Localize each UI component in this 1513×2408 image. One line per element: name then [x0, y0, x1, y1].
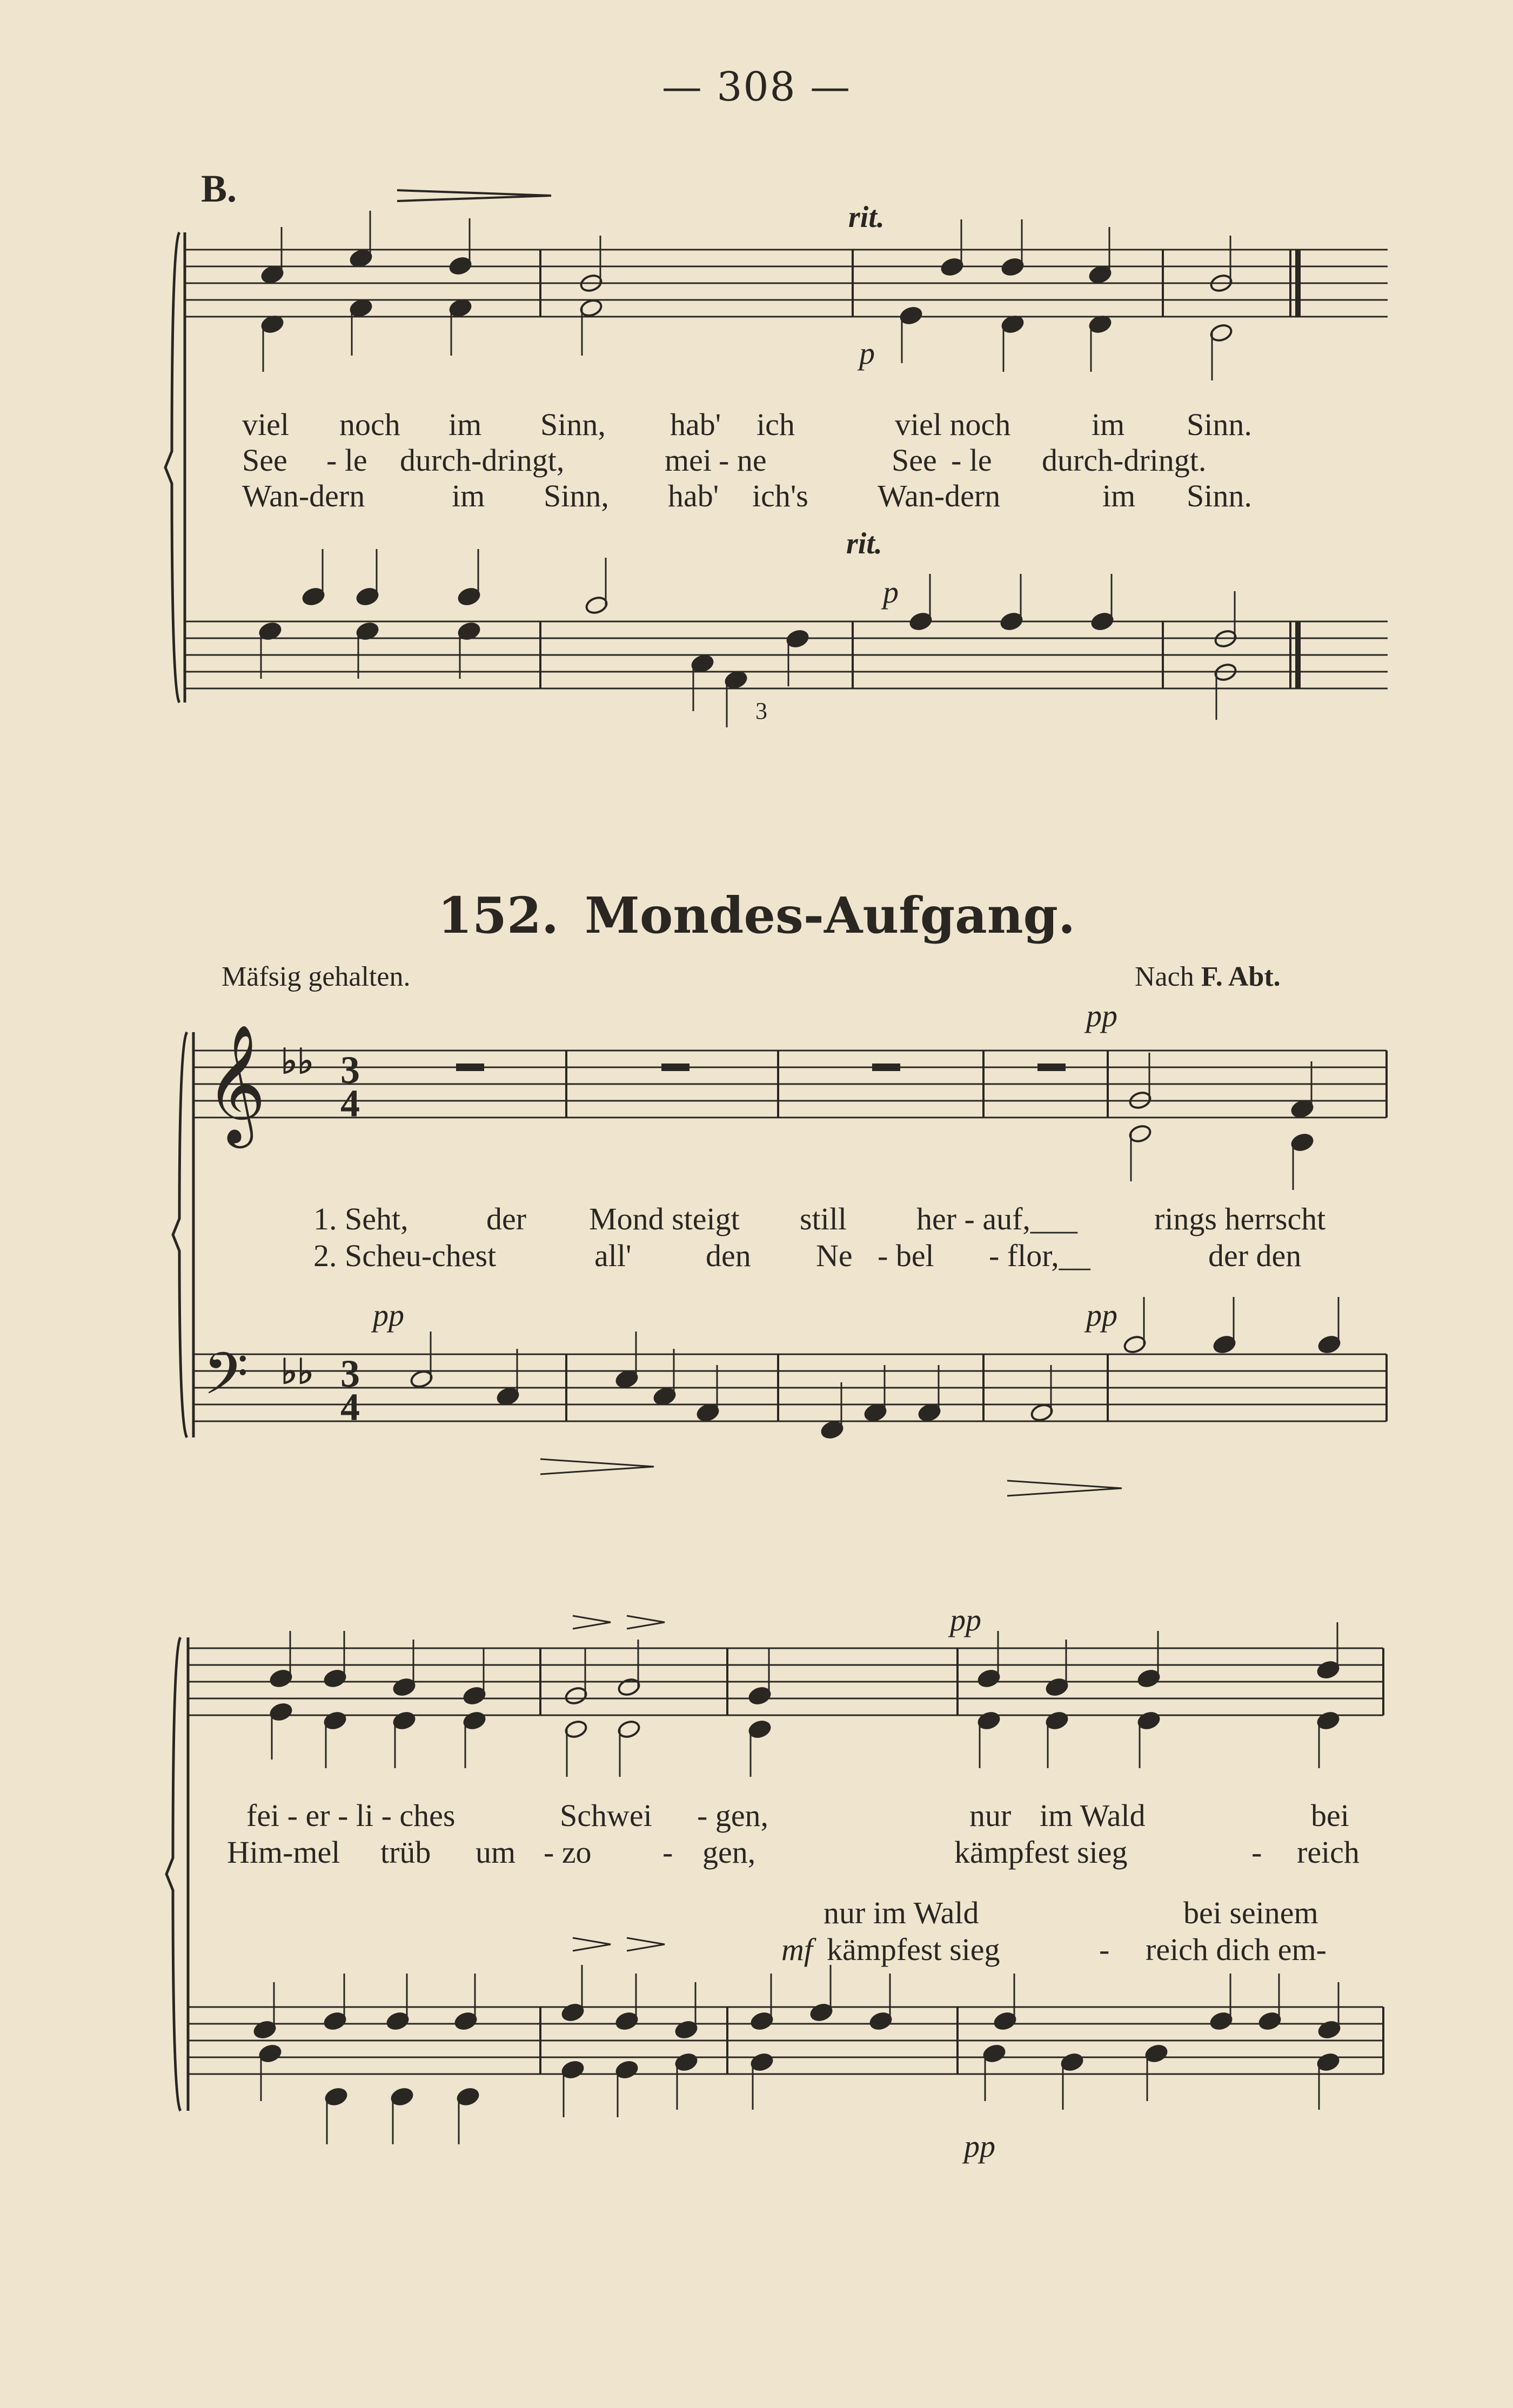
lyric-c3-6: Wan-dern — [878, 478, 1001, 513]
treble-clef: 𝄞 — [205, 1024, 266, 1143]
lyric-v2-4: Ne — [816, 1238, 853, 1273]
lyric-c2-6: See — [892, 443, 937, 478]
lyric-c1-9: Sinn. — [1187, 407, 1252, 442]
lyric-c1-3: im — [448, 407, 482, 442]
brace-system-1 — [173, 1032, 187, 1437]
lyric-s2-lower-v2-3: reich dich em- — [1146, 1932, 1327, 1967]
lyric-s2-v2-2: trüb — [380, 1835, 431, 1870]
lyric-v1-2: der — [486, 1201, 527, 1236]
lyric-v1-3: Mond steigt — [589, 1201, 740, 1236]
lyric-c1-4: Sinn, — [540, 407, 606, 442]
lyric-c1-2: noch — [339, 407, 400, 442]
brace-continuation — [165, 232, 179, 703]
dynamic-mf-s2-lower: mf — [781, 1932, 813, 1967]
hairpin-s1-lower-a — [540, 1459, 654, 1474]
tempo-marking: Mäfsig gehalten. — [222, 961, 411, 992]
lyric-s2-lower-v2-1: kämpfest sieg — [827, 1932, 1000, 1967]
triplet-mark: 3 — [755, 698, 767, 724]
lyric-s2-lower-v1-2: bei seinem — [1183, 1895, 1318, 1930]
dynamic-pp-s2-lower: pp — [964, 2129, 995, 2164]
lyric-s2-v2-7: kämpfest sieg — [954, 1835, 1128, 1870]
lyric-v2-1: 2. Scheu-chest — [313, 1238, 497, 1273]
brace-system-2 — [166, 1637, 180, 2111]
lyric-c2-1: See — [242, 443, 287, 478]
lyric-v1-1: 1. Seht, — [313, 1201, 409, 1236]
lyric-c1-5: hab' — [670, 407, 721, 442]
dynamic-p-lower: p — [883, 574, 899, 610]
hairpin-s2-upper — [573, 1616, 665, 1629]
lyric-s2-v1-6: bei — [1311, 1798, 1349, 1833]
hairpin-s1-lower-b — [1007, 1481, 1122, 1496]
lyric-c3-4: hab' — [668, 478, 719, 513]
ritardando-lower: rit. — [846, 527, 882, 560]
lyric-c1-6: ich — [756, 407, 795, 442]
song-number: 152. — [437, 886, 559, 945]
dynamic-p-upper: p — [859, 336, 875, 371]
lyric-c2-3: durch-dringt, — [400, 443, 565, 478]
lyric-v2-7: der den — [1208, 1238, 1302, 1273]
dynamic-pp-s2-upper: pp — [950, 1602, 981, 1637]
lyric-s2-v2-1: Him-mel — [227, 1835, 340, 1870]
lyric-c3-2: im — [452, 478, 485, 513]
lyric-c3-5: ich's — [752, 478, 808, 513]
lyric-v1-6: rings herrscht — [1154, 1201, 1326, 1236]
lyric-c2-2: - le — [326, 443, 367, 478]
lyric-c1-7: viel noch — [895, 407, 1011, 442]
lyric-c3-3: Sinn, — [544, 478, 609, 513]
lyric-s2-v2-4: - zo — [544, 1835, 592, 1870]
decrescendo-hairpin-c — [397, 190, 551, 201]
lyric-s2-lower-v1-1: nur im Wald — [824, 1895, 979, 1930]
lyric-c2-5: - ne — [719, 443, 767, 478]
whole-rest-s1-1 — [661, 1063, 689, 1071]
section-label: B. — [201, 167, 237, 210]
composer-prefix: Nach — [1135, 961, 1194, 992]
lyric-c3-8: Sinn. — [1187, 478, 1252, 513]
lyric-c2-7: - le — [951, 443, 992, 478]
composer-credit — [1135, 961, 1281, 993]
lyric-v2-6: - flor,__ — [989, 1238, 1090, 1273]
lyric-s2-v2-5: - — [662, 1835, 673, 1870]
bass-clef: 𝄢 — [203, 1340, 249, 1422]
lyric-s2-v2-3: um — [476, 1835, 516, 1870]
time-sig-lower-den: 4 — [340, 1386, 360, 1429]
lyric-v1-4: still — [800, 1201, 847, 1236]
dynamic-pp-s1-upper: pp — [1086, 998, 1117, 1033]
dynamic-pp-s1-lower: pp — [373, 1297, 404, 1333]
lyric-c2-8: durch-dringt. — [1042, 443, 1207, 478]
lyric-v2-5: - bel — [878, 1238, 934, 1273]
composer-name: F. Abt. — [1201, 961, 1281, 992]
lyric-s2-v2-6: gen, — [702, 1835, 756, 1870]
lyric-s2-v1-2: Schwei — [560, 1798, 652, 1833]
whole-rest-s1-2 — [872, 1063, 900, 1071]
dynamic-pp-s1-lower-2: pp — [1086, 1297, 1117, 1333]
lower-flats: ♭♭ — [281, 1353, 314, 1391]
hairpin-s2-lower — [573, 1938, 665, 1951]
lyric-c1-8: im — [1092, 407, 1125, 442]
lyric-c3-1: Wan-dern — [242, 478, 365, 513]
ritardando-upper: rit. — [848, 200, 885, 234]
lyric-c1-1: viel — [242, 407, 289, 442]
upper-flats: ♭♭ — [281, 1042, 314, 1081]
lyric-v2-2: all' — [594, 1238, 632, 1273]
lyric-s2-v2-9: reich — [1297, 1835, 1360, 1870]
time-sig-upper-num: 3 — [340, 1048, 360, 1092]
song-title — [0, 886, 1513, 945]
lyric-s2-v1-5: im Wald — [1040, 1798, 1146, 1833]
whole-rest-s1-3 — [1037, 1063, 1066, 1071]
lyric-v2-3: den — [706, 1238, 751, 1273]
lyric-c2-4: mei — [665, 443, 712, 478]
lyric-s2-v1-3: - gen, — [697, 1798, 769, 1833]
page-number: — 308 — — [661, 64, 852, 110]
lyric-s2-v1-1: fei - er - li - ches — [246, 1798, 456, 1833]
whole-rest-s1-0 — [456, 1063, 484, 1071]
song-name: Mondes-Aufgang. — [585, 886, 1076, 945]
lyric-s2-lower-v2-2: - — [1099, 1932, 1110, 1967]
lyric-c3-7: im — [1102, 478, 1136, 513]
time-sig-upper-den: 4 — [340, 1082, 360, 1125]
time-sig-lower-num: 3 — [340, 1352, 360, 1395]
lyric-v1-5: her - auf,___ — [916, 1201, 1077, 1236]
lyric-s2-v2-8: - — [1251, 1835, 1262, 1870]
lyric-s2-v1-4: nur — [969, 1798, 1012, 1833]
